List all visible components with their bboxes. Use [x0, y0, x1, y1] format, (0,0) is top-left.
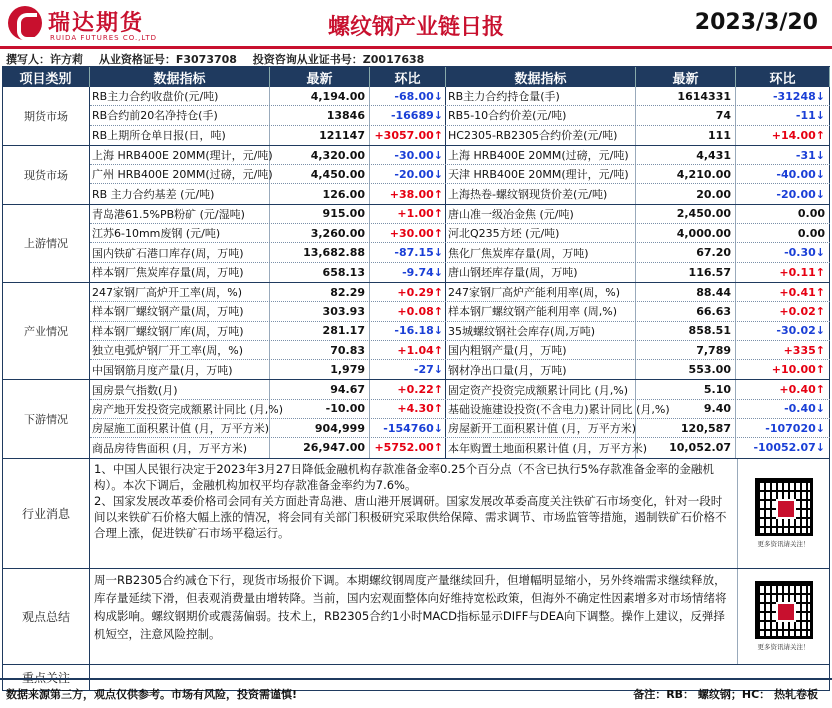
indicator-name: RB合约前20名净持仓(手) — [90, 106, 270, 124]
change-value: -68.00↓ — [370, 87, 446, 105]
latest-value: 553.00 — [636, 360, 736, 379]
section-rows — [90, 380, 830, 457]
brand-name: 瑞达期货 — [48, 11, 145, 36]
table-row — [90, 126, 830, 145]
category-label: 现货市场 — [2, 146, 90, 204]
change-value: +4.30↑ — [370, 400, 446, 418]
change-value: +0.22↑ — [370, 380, 446, 398]
latest-value: 4,431 — [636, 146, 736, 164]
indicator-name: 国内粗钢产量(月，万吨) — [446, 341, 636, 359]
change-value: +0.40↑ — [736, 380, 830, 398]
change-value: -0.40↓ — [736, 400, 830, 418]
qr-caption: 更多资讯请关注！ — [757, 540, 810, 549]
change-value: -27↓ — [370, 360, 446, 379]
latest-value: 303.93 — [270, 302, 370, 320]
latest-value: -10.00 — [270, 400, 370, 418]
table-row — [90, 263, 830, 282]
indicator-name: 样本钢厂螺纹钢产能利用率 (周,%) — [446, 302, 636, 320]
indicator-name: 天津 HRB400E 20MM(理计，元/吨) — [446, 165, 636, 183]
section-4 — [2, 380, 830, 458]
change-value: -30.02↓ — [736, 322, 830, 340]
latest-value: 281.17 — [270, 322, 370, 340]
latest-value: 4,194.00 — [270, 87, 370, 105]
news-qr — [738, 459, 830, 568]
indicator-name: 唐山钢坯库存量(周，万吨) — [446, 263, 636, 282]
table-row — [90, 224, 830, 243]
table-row — [90, 419, 830, 438]
latest-value: 66.63 — [636, 302, 736, 320]
latest-value: 858.51 — [636, 322, 736, 340]
indicator-name: 基础设施建设投资(不含电力)累计同比 (月,%) — [446, 400, 636, 418]
latest-value: 4,320.00 — [270, 146, 370, 164]
news-item-1: 1、中国人民银行决定于2023年3月27日降低金融机构存款准备金率0.25个百分点（不含已执行5%存款准备金率的金融机构）。本次下调后，金融机构加权平均存款准备金率约为7.6%。 — [94, 461, 714, 492]
section-0 — [2, 87, 830, 146]
focus-label: 重点关注 — [2, 665, 90, 690]
latest-value: 74 — [636, 106, 736, 124]
latest-value: 116.57 — [636, 263, 736, 282]
change-value: +1.04↑ — [370, 341, 446, 359]
header-divider — [0, 46, 832, 49]
indicator-name: 商品房待售面积 (月，万平方米) — [90, 438, 270, 457]
col-indicator: 数据指标 — [90, 67, 270, 87]
latest-value: 10,052.07 — [636, 438, 736, 457]
change-value: +335↑ — [736, 341, 830, 359]
section-rows — [90, 87, 830, 145]
qr-code-icon — [755, 581, 813, 639]
change-value: -40.00↓ — [736, 165, 830, 183]
table-row — [90, 322, 830, 341]
latest-value: 4,000.00 — [636, 224, 736, 242]
table-row — [90, 341, 830, 360]
latest-value: 3,260.00 — [270, 224, 370, 242]
latest-value: 88.44 — [636, 283, 736, 301]
change-value: +0.29↑ — [370, 283, 446, 301]
indicator-name: 上海 HRB400E 20MM(理计，元/吨) — [90, 146, 270, 164]
qr-code-icon — [755, 478, 813, 536]
indicator-name: 样本钢厂螺纹钢厂库(周，万吨) — [90, 322, 270, 340]
indicator-name: 房产地开发投资完成额累计同比 (月,%) — [90, 400, 270, 418]
latest-value: 658.13 — [270, 263, 370, 282]
change-value: +14.00↑ — [736, 126, 830, 145]
change-value: 0.00 — [736, 224, 830, 242]
section-rows — [90, 283, 830, 379]
indicator-name: RB上期所仓单日报(日，吨) — [90, 126, 270, 145]
indicator-name: 35城螺纹钢社会库存(周,万吨) — [446, 322, 636, 340]
change-value: -31↓ — [736, 146, 830, 164]
indicator-name: 国内铁矿石港口库存(周，万吨) — [90, 243, 270, 261]
indicator-name: 房屋施工面积累计值 (月，万平方米) — [90, 419, 270, 437]
change-value: +5752.00↑ — [370, 438, 446, 457]
latest-value: 121147 — [270, 126, 370, 145]
indicator-name: HC2305-RB2305合约价差(元/吨) — [446, 126, 636, 145]
latest-value: 120,587 — [636, 419, 736, 437]
latest-value: 111 — [636, 126, 736, 145]
latest-value: 4,210.00 — [636, 165, 736, 183]
latest-value: 94.67 — [270, 380, 370, 398]
indicator-name: 247家钢厂高炉产能利用率(周，%) — [446, 283, 636, 301]
latest-value: 67.20 — [636, 243, 736, 261]
indicator-name: 江苏6-10mm废钢 (元/吨) — [90, 224, 270, 242]
change-value: +1.00↑ — [370, 205, 446, 223]
latest-value: 126.00 — [270, 184, 370, 203]
report-header — [0, 0, 832, 50]
change-value: +0.02↑ — [736, 302, 830, 320]
change-value: +38.00↑ — [370, 184, 446, 203]
data-table — [2, 66, 830, 691]
table-row — [90, 184, 830, 203]
news-text — [90, 459, 738, 568]
table-row — [90, 360, 830, 379]
change-value: -107020↓ — [736, 419, 830, 437]
footer-disclaimer: 数据来源第三方，观点仅供参考。市场有风险，投资需谨慎! — [6, 688, 298, 701]
view-text: 周一RB2305合约减仓下行，现货市场报价下调。本期螺纹钢周度产量继续回升，但增幅明显缩小，另外终端需求继续释放，库存量延续下滑，但表观消费量由增转降。当前，国内宏观面整体向好维持宽松政策，但海外不确定性因素增多对市场情绪将构成影响。螺纹钢期价或震荡偏弱。技术上，RB2305合约1小时MACD指标显示DIFF与DEA向下调整。操作上建议，反弹择机短空，注意风险控制。 — [90, 569, 738, 664]
indicator-name: 广州 HRB400E 20MM(过磅，元/吨) — [90, 165, 270, 183]
change-value: 0.00 — [736, 205, 830, 223]
indicator-name: 固定资产投资完成额累计同比 (月,%) — [446, 380, 636, 398]
latest-value: 2,450.00 — [636, 205, 736, 223]
indicator-name: RB 主力合约基差 (元/吨) — [90, 184, 270, 203]
indicator-name: 本年购置土地面积累计值 (月，万平方米) — [446, 438, 636, 457]
indicator-name: 独立电弧炉钢厂开工率(周，%) — [90, 341, 270, 359]
category-label: 期货市场 — [2, 87, 90, 145]
indicator-name: 唐山准一级冶金焦 (元/吨) — [446, 205, 636, 223]
change-value: -0.30↓ — [736, 243, 830, 261]
latest-value: 70.83 — [270, 341, 370, 359]
change-value: +10.00↑ — [736, 360, 830, 379]
indicator-name: 样本钢厂焦炭库存量(周，万吨) — [90, 263, 270, 282]
indicator-name: RB主力合约收盘价(元/吨) — [90, 87, 270, 105]
change-value: -11↓ — [736, 106, 830, 124]
news-item-2: 2、国家发展改革委价格司会同有关方面赴青岛港、唐山港开展调研。国家发展改革委高度关注铁矿石市场变化，针对一段时间以来铁矿石价格大幅上涨的情况，将会同有关部门积极研究采取供给保障、需求调节、市场监管等措施，遏制铁矿石价格不合理上涨，促进铁矿石市场平稳运行。 — [94, 493, 727, 540]
col-latest-2: 最新 — [636, 67, 736, 87]
view-section — [2, 569, 830, 665]
latest-value: 915.00 — [270, 205, 370, 223]
table-body — [2, 87, 830, 459]
indicator-name: 样本钢厂螺纹钢产量(周，万吨) — [90, 302, 270, 320]
section-1 — [2, 146, 830, 205]
indicator-name: 焦化厂焦炭库存量(周，万吨) — [446, 243, 636, 261]
indicator-name: 河北Q235方坯 (元/吨) — [446, 224, 636, 242]
col-indicator-2: 数据指标 — [446, 67, 636, 87]
section-rows — [90, 146, 830, 204]
col-category: 项目类别 — [2, 67, 90, 87]
latest-value: 26,947.00 — [270, 438, 370, 457]
table-header — [2, 67, 830, 87]
change-value: -20.00↓ — [736, 184, 830, 203]
section-3 — [2, 283, 830, 380]
author-line — [6, 51, 436, 67]
change-value: -16689↓ — [370, 106, 446, 124]
latest-value: 5.10 — [636, 380, 736, 398]
report-footer — [0, 678, 832, 708]
col-change-2: 环比 — [736, 67, 830, 87]
latest-value: 7,789 — [636, 341, 736, 359]
latest-value: 9.40 — [636, 400, 736, 418]
author-writer: 撰写人：许方莉 — [6, 53, 83, 66]
table-row — [90, 87, 830, 106]
latest-value: 82.29 — [270, 283, 370, 301]
change-value: +0.41↑ — [736, 283, 830, 301]
indicator-name: RB主力合约持仓量(手) — [446, 87, 636, 105]
view-qr — [738, 569, 830, 664]
col-change: 环比 — [370, 67, 446, 87]
change-value: -154760↓ — [370, 419, 446, 437]
report-title: 螺纹钢产业链日报 — [327, 15, 504, 40]
brand-name-en: RUIDA FUTURES CO.,LTD — [50, 34, 158, 42]
change-value: +0.08↑ — [370, 302, 446, 320]
indicator-name: 上海热卷-螺纹钢现货价差(元/吨) — [446, 184, 636, 203]
indicator-name: 房屋新开工面积累计值 (月，万平方米) — [446, 419, 636, 437]
latest-value: 20.00 — [636, 184, 736, 203]
news-label: 行业消息 — [2, 459, 90, 568]
change-value: +0.11↑ — [736, 263, 830, 282]
indicator-name: 247家钢厂高炉开工率(周，%) — [90, 283, 270, 301]
author-advisor: 投资咨询从业证书号：Z0017638 — [252, 53, 425, 66]
indicator-name: 上海 HRB400E 20MM(过磅，元/吨) — [446, 146, 636, 164]
table-row — [90, 380, 830, 399]
change-value: -87.15↓ — [370, 243, 446, 261]
indicator-name: 中国钢筋月度产量(月，万吨) — [90, 360, 270, 379]
table-row — [90, 165, 830, 184]
indicator-name: 青岛港61.5%PB粉矿 (元/湿吨) — [90, 205, 270, 223]
latest-value: 13,682.88 — [270, 243, 370, 261]
view-label: 观点总结 — [2, 569, 90, 664]
latest-value: 1,979 — [270, 360, 370, 379]
section-2 — [2, 205, 830, 283]
change-value: -16.18↓ — [370, 322, 446, 340]
table-row — [90, 146, 830, 165]
category-label: 产业情况 — [2, 283, 90, 379]
table-row — [90, 106, 830, 125]
news-section — [2, 459, 830, 569]
table-row — [90, 205, 830, 224]
author-cert: 从业资格证号：F3073708 — [98, 53, 237, 66]
col-latest: 最新 — [270, 67, 370, 87]
indicator-name: 钢材净出口量(月，万吨) — [446, 360, 636, 379]
change-value: -30.00↓ — [370, 146, 446, 164]
change-value: -20.00↓ — [370, 165, 446, 183]
section-rows — [90, 205, 830, 282]
table-row — [90, 400, 830, 419]
change-value: -9.74↓ — [370, 263, 446, 282]
change-value: -31248↓ — [736, 87, 830, 105]
report-date: 2023/3/20 — [694, 10, 818, 35]
change-value: +3057.00↑ — [370, 126, 446, 145]
category-label: 下游情况 — [2, 380, 90, 457]
table-row — [90, 302, 830, 321]
category-label: 上游情况 — [2, 205, 90, 282]
latest-value: 4,450.00 — [270, 165, 370, 183]
indicator-name: RB5-10合约价差(元/吨) — [446, 106, 636, 124]
indicator-name: 国房景气指数(月) — [90, 380, 270, 398]
table-row — [90, 243, 830, 262]
latest-value: 904,999 — [270, 419, 370, 437]
footer-note: 备注：RB： 螺纹钢；HC： 热轧卷板 — [633, 688, 818, 701]
latest-value: 13846 — [270, 106, 370, 124]
qr-caption: 更多资讯请关注！ — [757, 643, 810, 652]
change-value: +30.00↑ — [370, 224, 446, 242]
table-row — [90, 283, 830, 302]
table-row — [90, 438, 830, 457]
change-value: -10052.07↓ — [736, 438, 830, 457]
latest-value: 1614331 — [636, 87, 736, 105]
